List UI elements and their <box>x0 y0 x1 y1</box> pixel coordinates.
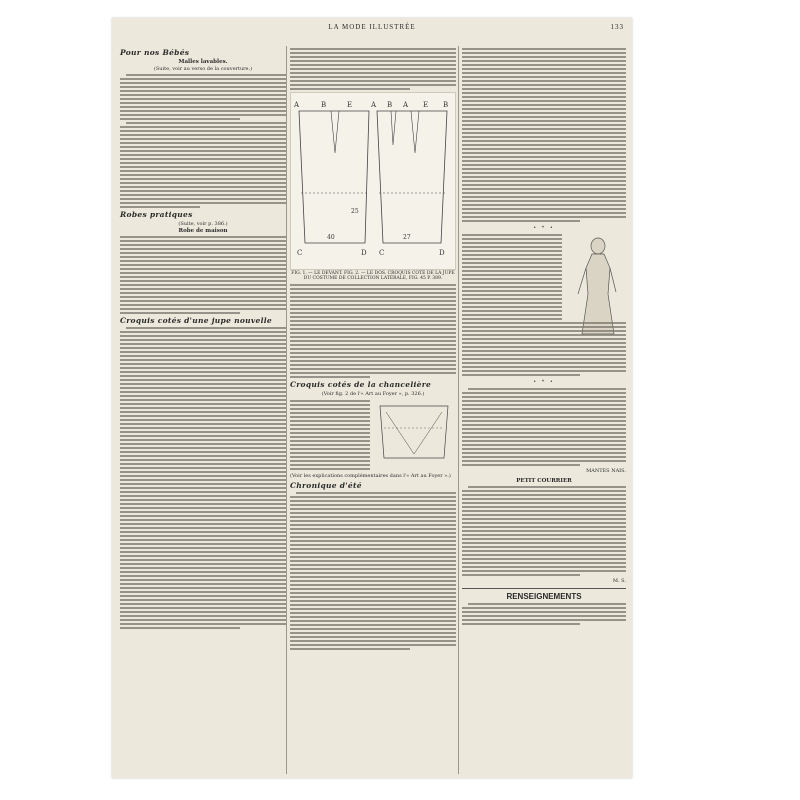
pattern-label: B <box>321 101 327 109</box>
author-signature: MANTES NAIS. <box>586 468 626 474</box>
running-header <box>112 23 632 35</box>
article-body <box>290 48 456 90</box>
pattern-label: E <box>423 101 429 109</box>
section-ornament: • * • <box>533 379 555 385</box>
complementary-note: (Voir les explications complémentaires dans l'« Art au Foyer ».) <box>290 473 451 479</box>
page-number: 133 <box>610 23 624 31</box>
magazine-page <box>112 18 632 778</box>
chanceliere-block <box>290 398 456 473</box>
pattern-label: C <box>297 249 303 257</box>
section-subtitle: Robe de maison <box>178 228 228 234</box>
corset-article <box>462 234 626 376</box>
article-body <box>120 327 286 629</box>
pattern-label: A <box>294 101 300 109</box>
article-body <box>462 486 626 576</box>
author-signature: M. S. <box>612 578 626 584</box>
article-body <box>462 388 626 466</box>
article-body <box>290 492 456 650</box>
section-title-renseignements: RENSEIGNEMENTS <box>462 588 626 601</box>
figure-caption: FIG. 1. — LE DEVANT. FIG. 2. — LE DOS. CROQUIS COTÉ DE LA JUPE DU COSTUME DE COLLECTION LATÉRALE, FIG. 45 P. 389. <box>291 271 455 281</box>
pattern-label: C <box>379 249 385 257</box>
section-subtitle: Malles lavables. <box>178 59 228 65</box>
skirt-pattern-figure <box>290 92 456 270</box>
pattern-measure: 27 <box>403 234 411 241</box>
section-title-pour-nos-bebes: Pour nos Bébés <box>120 48 190 57</box>
pattern-measure: 25 <box>351 208 359 215</box>
article-body <box>290 398 370 472</box>
section-note: (Suite, voir au verso de la couverture.) <box>153 66 253 72</box>
skirt-pattern-diagram <box>291 93 455 267</box>
article-body <box>120 74 286 208</box>
pattern-measure: 40 <box>327 234 335 241</box>
section-title-petit-courrier: PETIT COURRIER <box>516 478 572 484</box>
article-body <box>462 322 626 376</box>
column-rule <box>286 46 287 774</box>
pattern-label: A <box>371 101 377 109</box>
magazine-title: LA MODE ILLUSTRÉE <box>328 23 416 31</box>
section-ornament: • * • <box>533 225 555 231</box>
pattern-label: B <box>443 101 449 109</box>
column-middle <box>290 46 456 652</box>
column-right <box>462 46 626 627</box>
section-title-croquis-jupe: Croquis cotés d'une jupe nouvelle <box>120 316 272 325</box>
column-left <box>120 46 286 631</box>
section-title-chanceliere: Croquis cotés de la chancelière <box>290 380 432 389</box>
article-body <box>462 234 562 320</box>
column-rule <box>458 46 459 774</box>
pattern-label: D <box>439 249 445 257</box>
article-body <box>462 48 626 222</box>
article-body <box>120 236 286 314</box>
chanceliere-diagram <box>374 398 454 468</box>
pattern-label: E <box>347 101 353 109</box>
section-note: (Voir fig. 2 de l'« Art au Foyer », p. 326.) <box>321 391 425 397</box>
section-title-chronique-ete: Chronique d'été <box>290 481 362 490</box>
pattern-label: D <box>361 249 367 257</box>
article-body <box>462 603 626 625</box>
article-body <box>290 284 456 378</box>
section-note: (Suite, voir p. 386.) <box>178 221 228 227</box>
section-title-robes-pratiques: Robes pratiques <box>120 210 193 219</box>
pattern-label: A <box>403 101 409 109</box>
pattern-label: B <box>387 101 393 109</box>
